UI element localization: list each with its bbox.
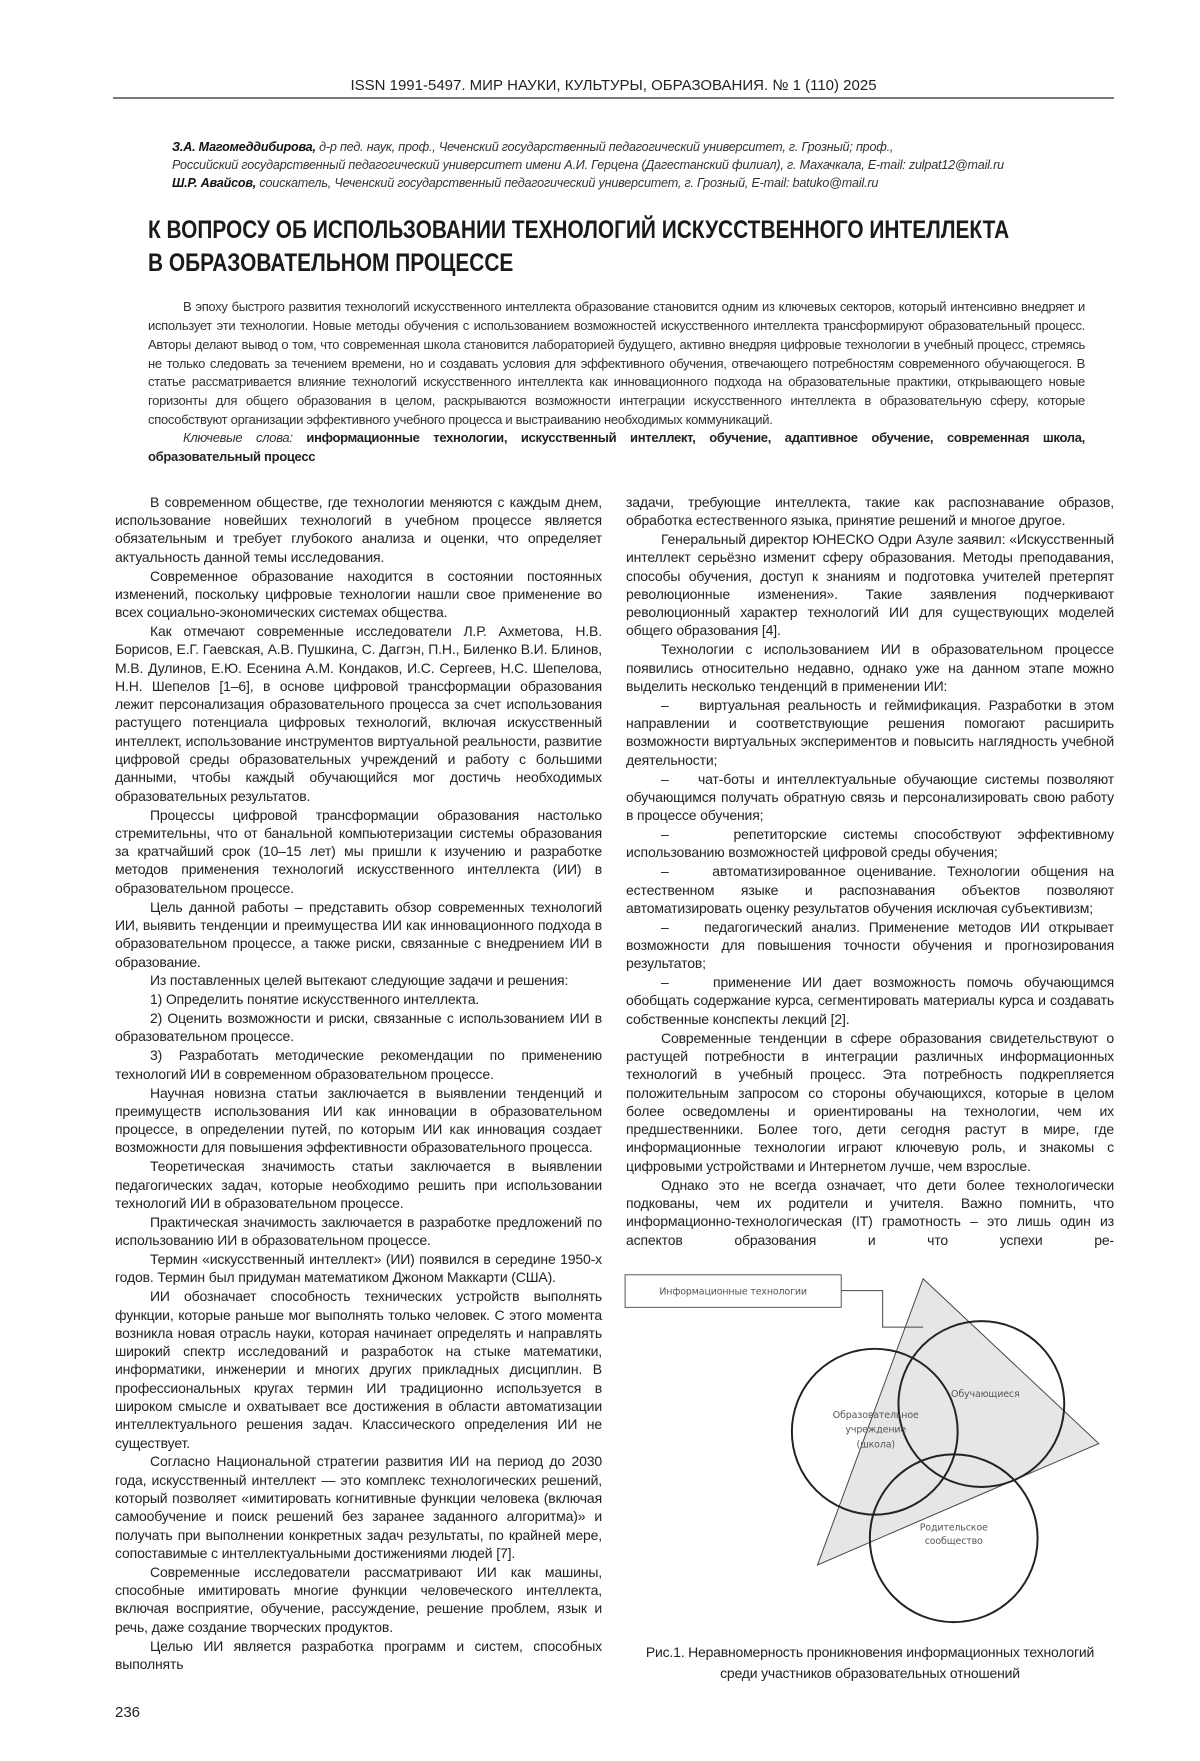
body-columns — [115, 493, 1114, 1684]
author-2-name: Ш.Р. Авайсов, — [172, 175, 257, 190]
abstract — [148, 298, 1085, 466]
author-1 — [172, 139, 1102, 157]
author-1-affiliation: д-р пед. наук, проф., Чеченский государственный педагогический университет, г. Грозный; проф., — [315, 140, 894, 154]
caption-line-2: среди участников образовательных отношений — [720, 1664, 1020, 1681]
school-label-line-3: (школа) — [856, 1439, 895, 1451]
header-divider — [113, 97, 1114, 99]
authors-block — [172, 139, 1102, 192]
paragraph: Технологии с использованием ИИ в образовательном процессе появились относительно недавно, однако уже на данном этапе можно выделить несколько тенденций в применении ИИ: — [626, 641, 1114, 694]
paragraph: Цель данной работы – представить обзор современных технологий ИИ, выявить тенденции и преимущества ИИ как инновационного подхода в образовательном процессе, а также риски, связанные с внедрением ИИ в образование. — [115, 898, 602, 970]
caption-line-1: Рис.1. Неравномерность проникновения информационных технологий — [645, 1643, 1095, 1660]
title-line-2: В ОБРАЗОВАТЕЛЬНОМ ПРОЦЕССЕ — [148, 249, 514, 278]
author-2-affiliation: соискатель, Чеченский государственный педагогический университет, г. Грозный, E-mail: batuko@mail.ru — [256, 175, 879, 190]
keywords — [148, 429, 1085, 466]
author-1-name: З.А. Магомеддибирова, — [172, 140, 316, 154]
right-column — [626, 493, 1114, 1684]
paragraph: Теоретическая значимость статьи заключается в выявлении педагогических задач, которые необходимо решить при использовании технологий ИИ в образовательном процессе. — [115, 1158, 602, 1211]
paragraph: Генеральный директор ЮНЕСКО Одри Азуле заявил: «Искусственный интеллект серьёзно изменит сферу образования. Методы преподавания, способы обучения, доступ к знаниям и подготовка учителей претерпят революционные изменения». Такие заявления подчеркивают революционный характер технологий ИИ для существующих моделей общего образования [4]. — [626, 530, 1114, 639]
paragraph: Согласно Национальной стратегии развития ИИ на период до 2030 года, искусственный интеллект — это комплекс технологических решений, который позволяет «имитировать когнитивные функции человека (включая самообучение и поиск решений без заранее заданного алгоритма)» и получать при выполнении конкретных задач результаты, по крайней мере, сопоставимые с интеллектуальными достижениями людей [7]. — [115, 1453, 602, 1561]
parents-label-line-2: сообщество — [924, 1536, 983, 1548]
page-number: 236 — [115, 1703, 141, 1721]
it-label: Информационные технологии — [659, 1286, 807, 1298]
paragraph: Из поставленных целей вытекают следующие задачи и решения: — [150, 972, 569, 989]
list-item: – репетиторские системы способствуют эффективному использованию возможностей цифровой среды обучения; — [626, 825, 1114, 862]
paragraph: Термин «искусственный интеллект» (ИИ) появился в середине 1950-х годов. Термин был придуман математиком Джоном Маккарти (США). — [115, 1251, 602, 1286]
paragraph: Современные исследователи рассматривают ИИ как машины, способные имитировать многие функции человеческого интеллекта, включая восприятие, обучение, рассуждение, решение проблем, язык и речь, даже создание творческих продуктов. — [115, 1563, 602, 1635]
author-2 — [172, 175, 1102, 193]
parents-label-line-1: Родительское — [919, 1522, 988, 1534]
journal-header: ISSN 1991-5497. МИР НАУКИ, КУЛЬТУРЫ, ОБРАЗОВАНИЯ. № 1 (110) 2025 — [350, 77, 877, 94]
task-item: 3) Разработать методические рекомендации по применению технологий ИИ в современном образовательном процессе. — [115, 1047, 602, 1082]
paragraph-continuation: задачи, требующие интеллекта, такие как распознавание образов, обработка естественного языка, принятие решений и многое другое. — [626, 493, 1114, 529]
school-label-line-1: Образовательное — [832, 1409, 919, 1421]
keywords-list: информационные технологии, искусственный интеллект, обучение, адаптивное обучение, современная школа, образовательный процесс — [148, 430, 1085, 465]
title-line-1: К ВОПРОСУ ОБ ИСПОЛЬЗОВАНИИ ТЕХНОЛОГИЙ ИСКУССТВЕННОГО ИНТЕЛЛЕКТА — [148, 216, 1010, 245]
left-column — [115, 493, 602, 1674]
list-item: – чат-боты и интеллектуальные обучающие системы позволяют обучающимся получать обратную связь и персонализировать свою работу в процессе обучения; — [626, 770, 1114, 825]
author-1-affiliation-2: Российский государственный педагогический университет имени А.И. Герцена (Дагестанский филиал), г. Махачкала, E-mail: zulpat12@mail.ru — [172, 157, 1004, 172]
figure-caption — [626, 1642, 1114, 1684]
keywords-label: Ключевые слова: — [183, 430, 293, 446]
list-item: – автоматизированное оценивание. Технологии общения на естественном языке и распознавания объектов позволяют автоматизировать оценку результатов обучения исключая субъективизм; — [626, 862, 1114, 917]
figure-venn-diagram — [600, 1259, 1114, 1634]
task-item: 2) Оценить возможности и риски, связанные с использованием ИИ в образовательном процессе. — [115, 1010, 602, 1045]
task-item: 1) Определить понятие искусственного интеллекта. — [150, 991, 480, 1008]
article-title — [148, 214, 1108, 280]
paragraph: Современные тенденции в сфере образования свидетельствуют о растущей потребности в интеграции различных информационных технологий в учебный процесс. Эта потребность подкрепляется положительным запросом со стороны обучающихся, которые в целом более осведомлены и ориентированы на технологии, чем их предшественники. Более того, дети сегодня растут в мире, где информационные технологии играют ключевую роль, и знакомы с цифровыми устройствами и Интернетом лучше, чем взрослые. — [626, 1029, 1114, 1174]
paragraph: В современном обществе, где технологии меняются с каждым днем, использование новейших технологий в учебном процессе является обязательным и требует глубокого анализа и оценки, что определяет актуальность данной темы исследования. — [115, 493, 602, 565]
paragraph: Научная новизна статьи заключается в выявлении тенденций и преимуществ использования ИИ как инновации в образовательном процессе, в определении путей, по которым ИИ как инновация создает возможности для повышения эффективности образовательного процесса. — [115, 1084, 602, 1156]
paragraph: Однако это не всегда означает, что дети более технологически подкованы, чем их родители и учителя. Важно помнить, что информационно-технологическая (IT) грамотность – это лишь один из аспектов образования и что успехи ре- — [626, 1176, 1114, 1248]
paragraph: ИИ обозначает способность технических устройств выполнять функции, которые раньше мог выполнять только человек. С этого момента возникла новая отрасль науки, которая начинает определять и направлять широкий спектр исследований и разработок на стыке математики, информатики, инженерии и многих других прикладных дисциплин. В профессиональных кругах термин ИИ традиционно используется в широком смысле и охватывает все достижения в области автоматизации интеллектуального решения задач. Классического определения ИИ не существует. — [115, 1288, 602, 1451]
learners-label: Обучающиеся — [951, 1388, 1020, 1400]
paragraph: Целью ИИ является разработка программ и систем, способных выполнять — [115, 1637, 602, 1672]
abstract-text: В эпоху быстрого развития технологий искусственного интеллекта образование становится одним из ключевых секторов, который интенсивно внедряет и использует эти технологии. Новые методы обучения с использованием возможностей искусственного интеллекта трансформируют образовательный процесс. Авторы делают вывод о том, что современная школа становится лабораторией будущего, активно внедряя цифровые технологии в учебный процесс, стремясь не только следовать за течением времени, но и создавать условия для эффективного обучения, отвечающего потребностям современного обучающегося. В статье рассматривается влияние технологий искусственного интеллекта как инновационного подхода на образовательные практики, открывающего новые горизонты для общего образования в целом, раскрываются возможности интеграции искусственного интеллекта в образовательную сферу, которые способствуют организации эффективного учебного процесса и выстраиванию необходимых коммуникаций. — [148, 299, 1085, 427]
paragraph: Процессы цифровой трансформации образования настолько стремительны, что от банальной компьютеризации системы образования за кратчайший срок (10–15 лет) мы пришли к изучению и разработке методов применения технологий искусственного интеллекта (ИИ) в образовательном процессе. — [115, 806, 602, 896]
page — [113, 0, 1114, 1761]
paragraph: Как отмечают современные исследователи Л.Р. Ахметова, Н.В. Борисов, Е.Г. Гаевская, А.В. Пушкина, С. Даггэн, П.Н., Биленко В.И. Блинов, М.В. Дулинов, Е.Ю. Есенина А.М. Кондаков, И.С. Сергеев, Н.С. Шепелова, Н.Н. Шепелов [1–6], в основе цифровой трансформации образования лежит персонализация образовательного процесса за счет использования растущего потенциала цифровых технологий, включая искусственный интеллект, использование инструментов виртуальной реальности, развитие цифровой среды образовательных учреждений и работу с большими данными, чтобы каждый обучающийся мог достичь необходимых образовательных результатов. — [115, 622, 602, 804]
school-label-line-2: учреждение — [845, 1424, 907, 1436]
list-item: – применение ИИ дает возможность помочь обучающимся обобщать содержание курса, сегментировать материалы курса и создавать собственные конспекты лекций [2]. — [626, 973, 1114, 1028]
list-item: – виртуальная реальность и геймификация. Разработки в этом направлении и соответствующие решения помогают расширить возможности виртуальных экспериментов и повысить наглядность учебной деятельности; — [626, 696, 1114, 769]
list-item: – педагогический анализ. Применение методов ИИ открывает возможности для повышения точности обучения и прогнозирования результатов; — [626, 918, 1114, 973]
paragraph: Современное образование находится в состоянии постоянных изменений, поскольку цифровые технологии нашли свое применение во всех социально-экономических системах общества. — [115, 567, 602, 621]
paragraph: Практическая значимость заключается в разработке предложений по использованию ИИ в образовательном процессе. — [115, 1213, 602, 1249]
